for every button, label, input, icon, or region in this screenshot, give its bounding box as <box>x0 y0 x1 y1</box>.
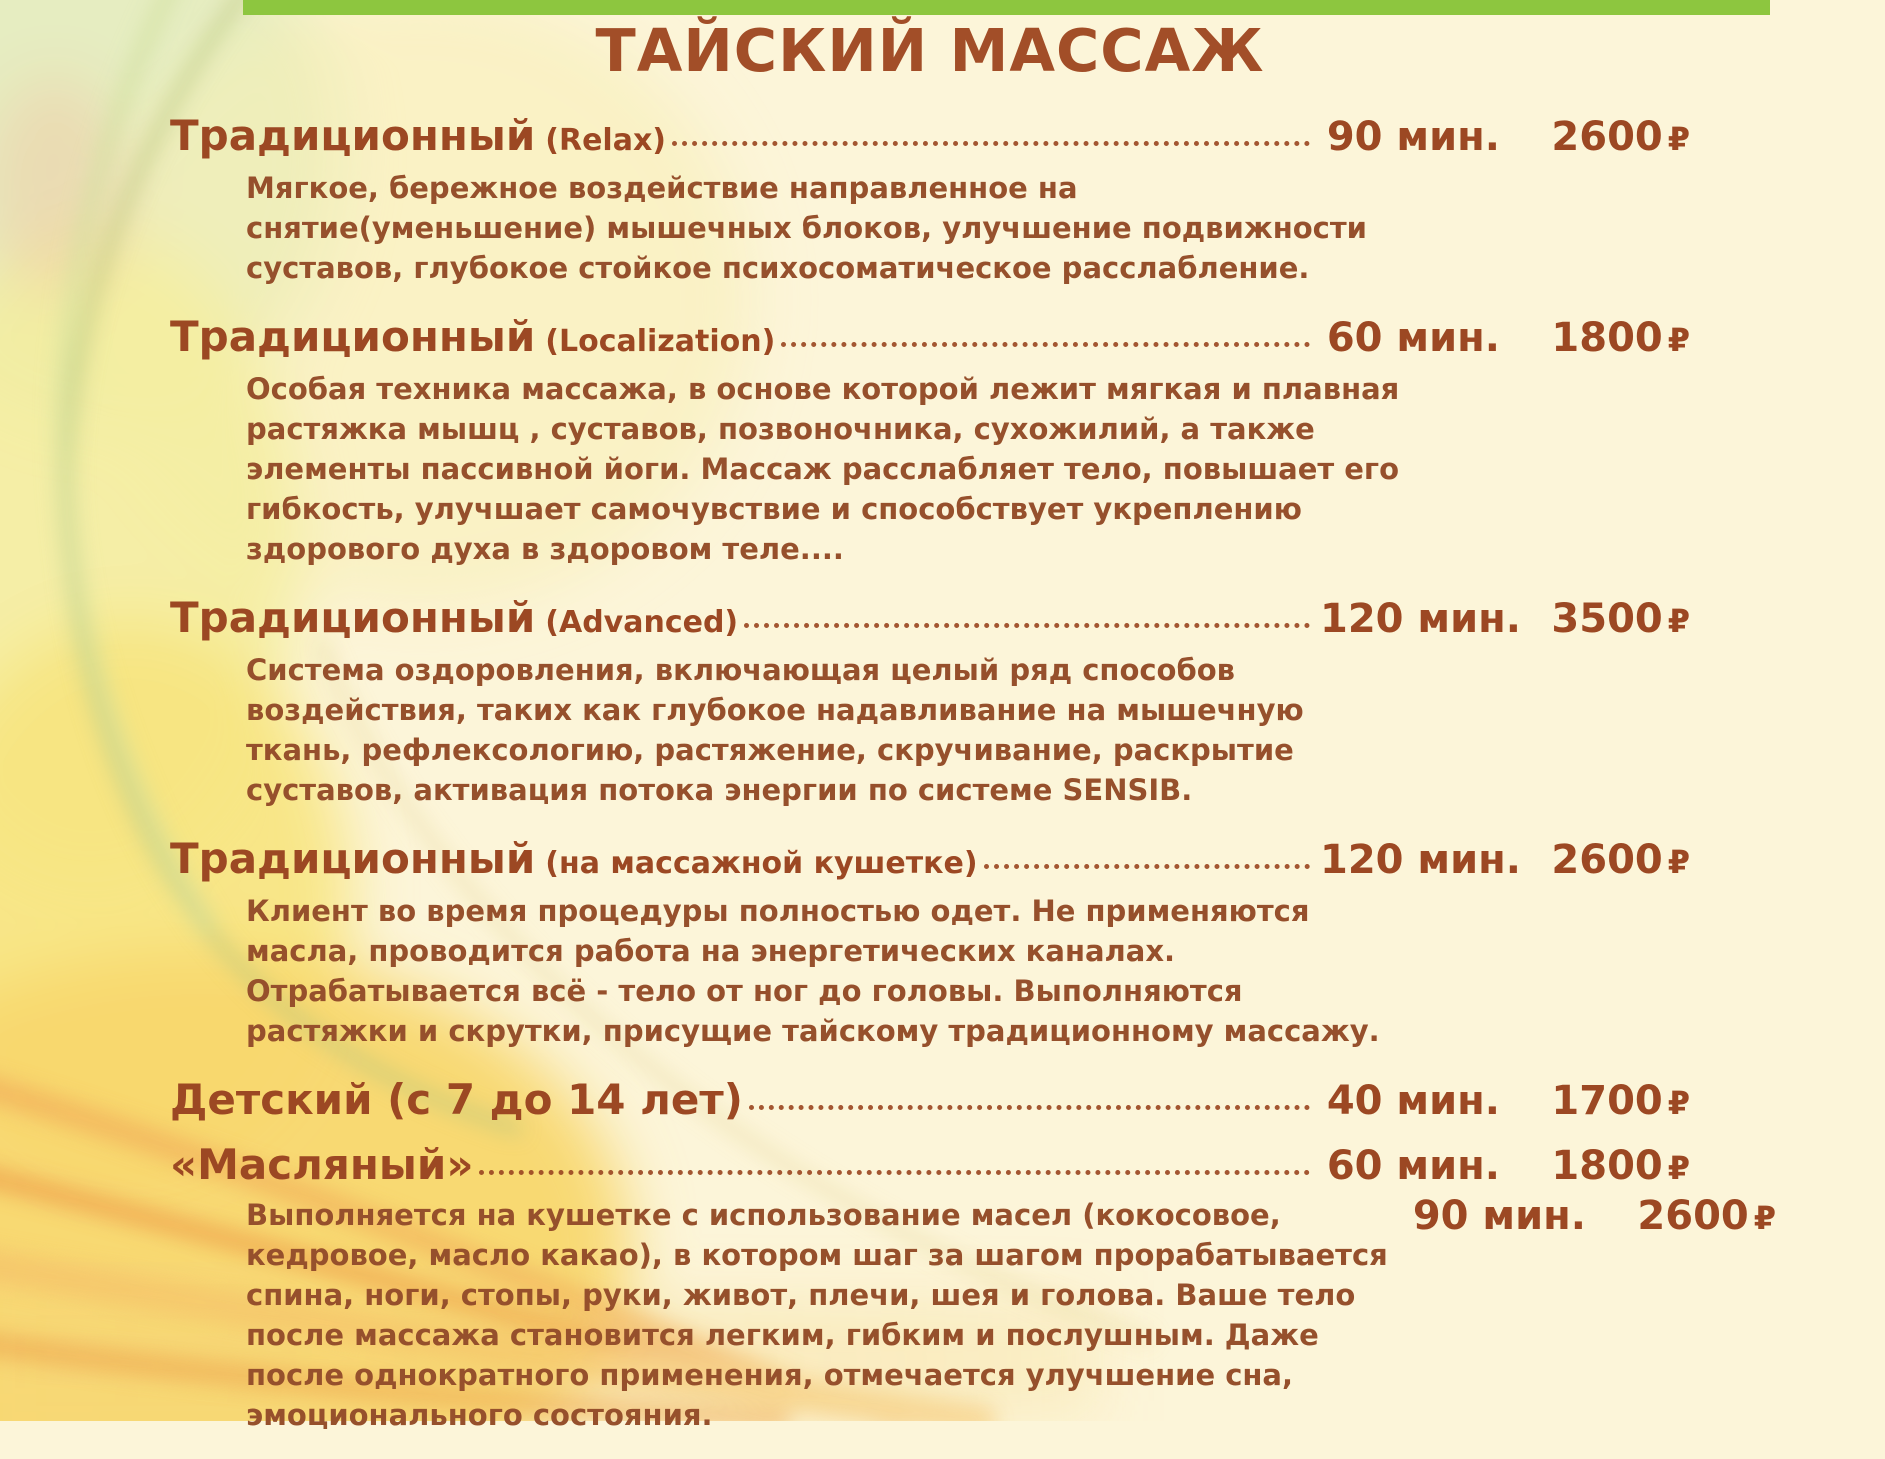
price-value: 1800 <box>1551 1143 1663 1189</box>
item-variant: (Advanced) <box>545 605 739 640</box>
ruble-sign: ₽ <box>1667 1149 1690 1187</box>
item-price <box>1500 1143 1690 1189</box>
item-name: Традиционный <box>170 834 536 883</box>
item-price <box>1500 114 1690 160</box>
item-price <box>1500 837 1690 883</box>
item-description: Выполняется на кушетке с использование масел (кокосовое, кедровое, масло какао), в котором шаг за шагом прорабатывается спина, ноги, стопы, руки, живот, плечи, шея и голова. Ваше тело после массажа становится легким, гибким и послушным. Даже после однократного применения, отмечается улучшение сна, эмоционального состояния. <box>246 1198 1388 1432</box>
page-title: ТАЙСКИЙ МАССАЖ <box>595 16 1265 85</box>
top-accent-bar <box>243 0 1770 15</box>
ruble-sign: ₽ <box>1667 321 1690 359</box>
menu-item-row <box>170 593 1690 642</box>
menu-item-row <box>170 312 1690 361</box>
item-price <box>1500 596 1690 642</box>
dotted-leader <box>984 864 1310 869</box>
dotted-leader <box>672 141 1310 146</box>
ruble-sign: ₽ <box>1667 120 1690 158</box>
item-price <box>1586 1193 1776 1239</box>
menu-item-row <box>170 834 1690 883</box>
item-variant: (на массажной кушетке) <box>545 846 978 881</box>
price-value: 1800 <box>1551 315 1663 361</box>
ruble-sign: ₽ <box>1667 1084 1690 1122</box>
menu-item-row <box>170 1075 1690 1124</box>
item-name: Традиционный <box>170 593 536 642</box>
ruble-sign: ₽ <box>1667 602 1690 640</box>
item-duration: 40 мин. <box>1326 1078 1500 1124</box>
menu-item-oil <box>170 1140 1776 1435</box>
item-description: Система оздоровления, включающая целый ряд способов воздействия, таких как глубокое надавливание на мышечную ткань, рефлексологию, растяжение, скручивание, раскрытие суставов, активация потока энергии по системе SENSIB. <box>246 653 1304 807</box>
item-description: Мягкое, бережное воздействие направленное на снятие(уменьшение) мышечных блоков, улучшение подвижности суставов, глубокое стойкое психосоматическое расслабление. <box>246 171 1367 285</box>
item-duration: 60 мин. <box>1326 1143 1500 1189</box>
item-duration: 120 мин. <box>1320 837 1521 883</box>
price-value: 2600 <box>1551 114 1663 160</box>
menu-item-couch <box>170 834 1690 1051</box>
menu-item-row <box>170 111 1690 160</box>
item-description: Клиент во время процедуры полностью одет. Не применяются масла, проводится работа на энергетических каналах. Отрабатывается всё - тело от ног до головы. Выполняются растяжки и скрутки, присущие тайскому традиционному массажу. <box>246 894 1380 1048</box>
dotted-leader <box>749 1105 1310 1110</box>
menu-list <box>170 111 1776 1435</box>
menu-item-advanced <box>170 593 1690 810</box>
item-duration: 60 мин. <box>1326 315 1500 361</box>
menu-item-localization <box>170 312 1690 569</box>
item-duration: 90 мин. <box>1412 1193 1586 1239</box>
dotted-leader <box>744 623 1310 628</box>
item-price <box>1500 315 1690 361</box>
dotted-leader <box>781 342 1310 347</box>
menu-item-row <box>170 1140 1690 1189</box>
ruble-sign: ₽ <box>1753 1199 1776 1237</box>
item-description: Особая техника массажа, в основе которой лежит мягкая и плавная растяжка мышц , суставов, позвоночника, сухожилий, а также элементы пассивной йоги. Массаж расслабляет тело, повышает его гибкость, улучшает самочувствие и способствует укреплению здорового духа в здоровом теле.... <box>246 372 1400 566</box>
item-name: Детский (с 7 до 14 лет) <box>170 1075 743 1124</box>
price-value: 2600 <box>1551 837 1663 883</box>
item-name: Традиционный <box>170 111 536 160</box>
ruble-sign: ₽ <box>1667 843 1690 881</box>
item-variant: (Localization) <box>545 324 776 359</box>
item-name: «Масляный» <box>170 1140 474 1189</box>
price-value: 2600 <box>1637 1193 1749 1239</box>
price-value: 3500 <box>1551 596 1663 642</box>
item-price <box>1500 1078 1690 1124</box>
dotted-leader <box>479 1170 1310 1175</box>
item-duration: 90 мин. <box>1326 114 1500 160</box>
menu-item-kids <box>170 1075 1690 1124</box>
description-with-second-price <box>170 1189 1776 1435</box>
item-duration: 120 мин. <box>1320 596 1521 642</box>
item-name: Традиционный <box>170 312 536 361</box>
item-variant: (Relax) <box>545 123 667 158</box>
price-value: 1700 <box>1551 1078 1663 1124</box>
menu-page <box>170 16 1776 1459</box>
menu-item-relax <box>170 111 1690 288</box>
